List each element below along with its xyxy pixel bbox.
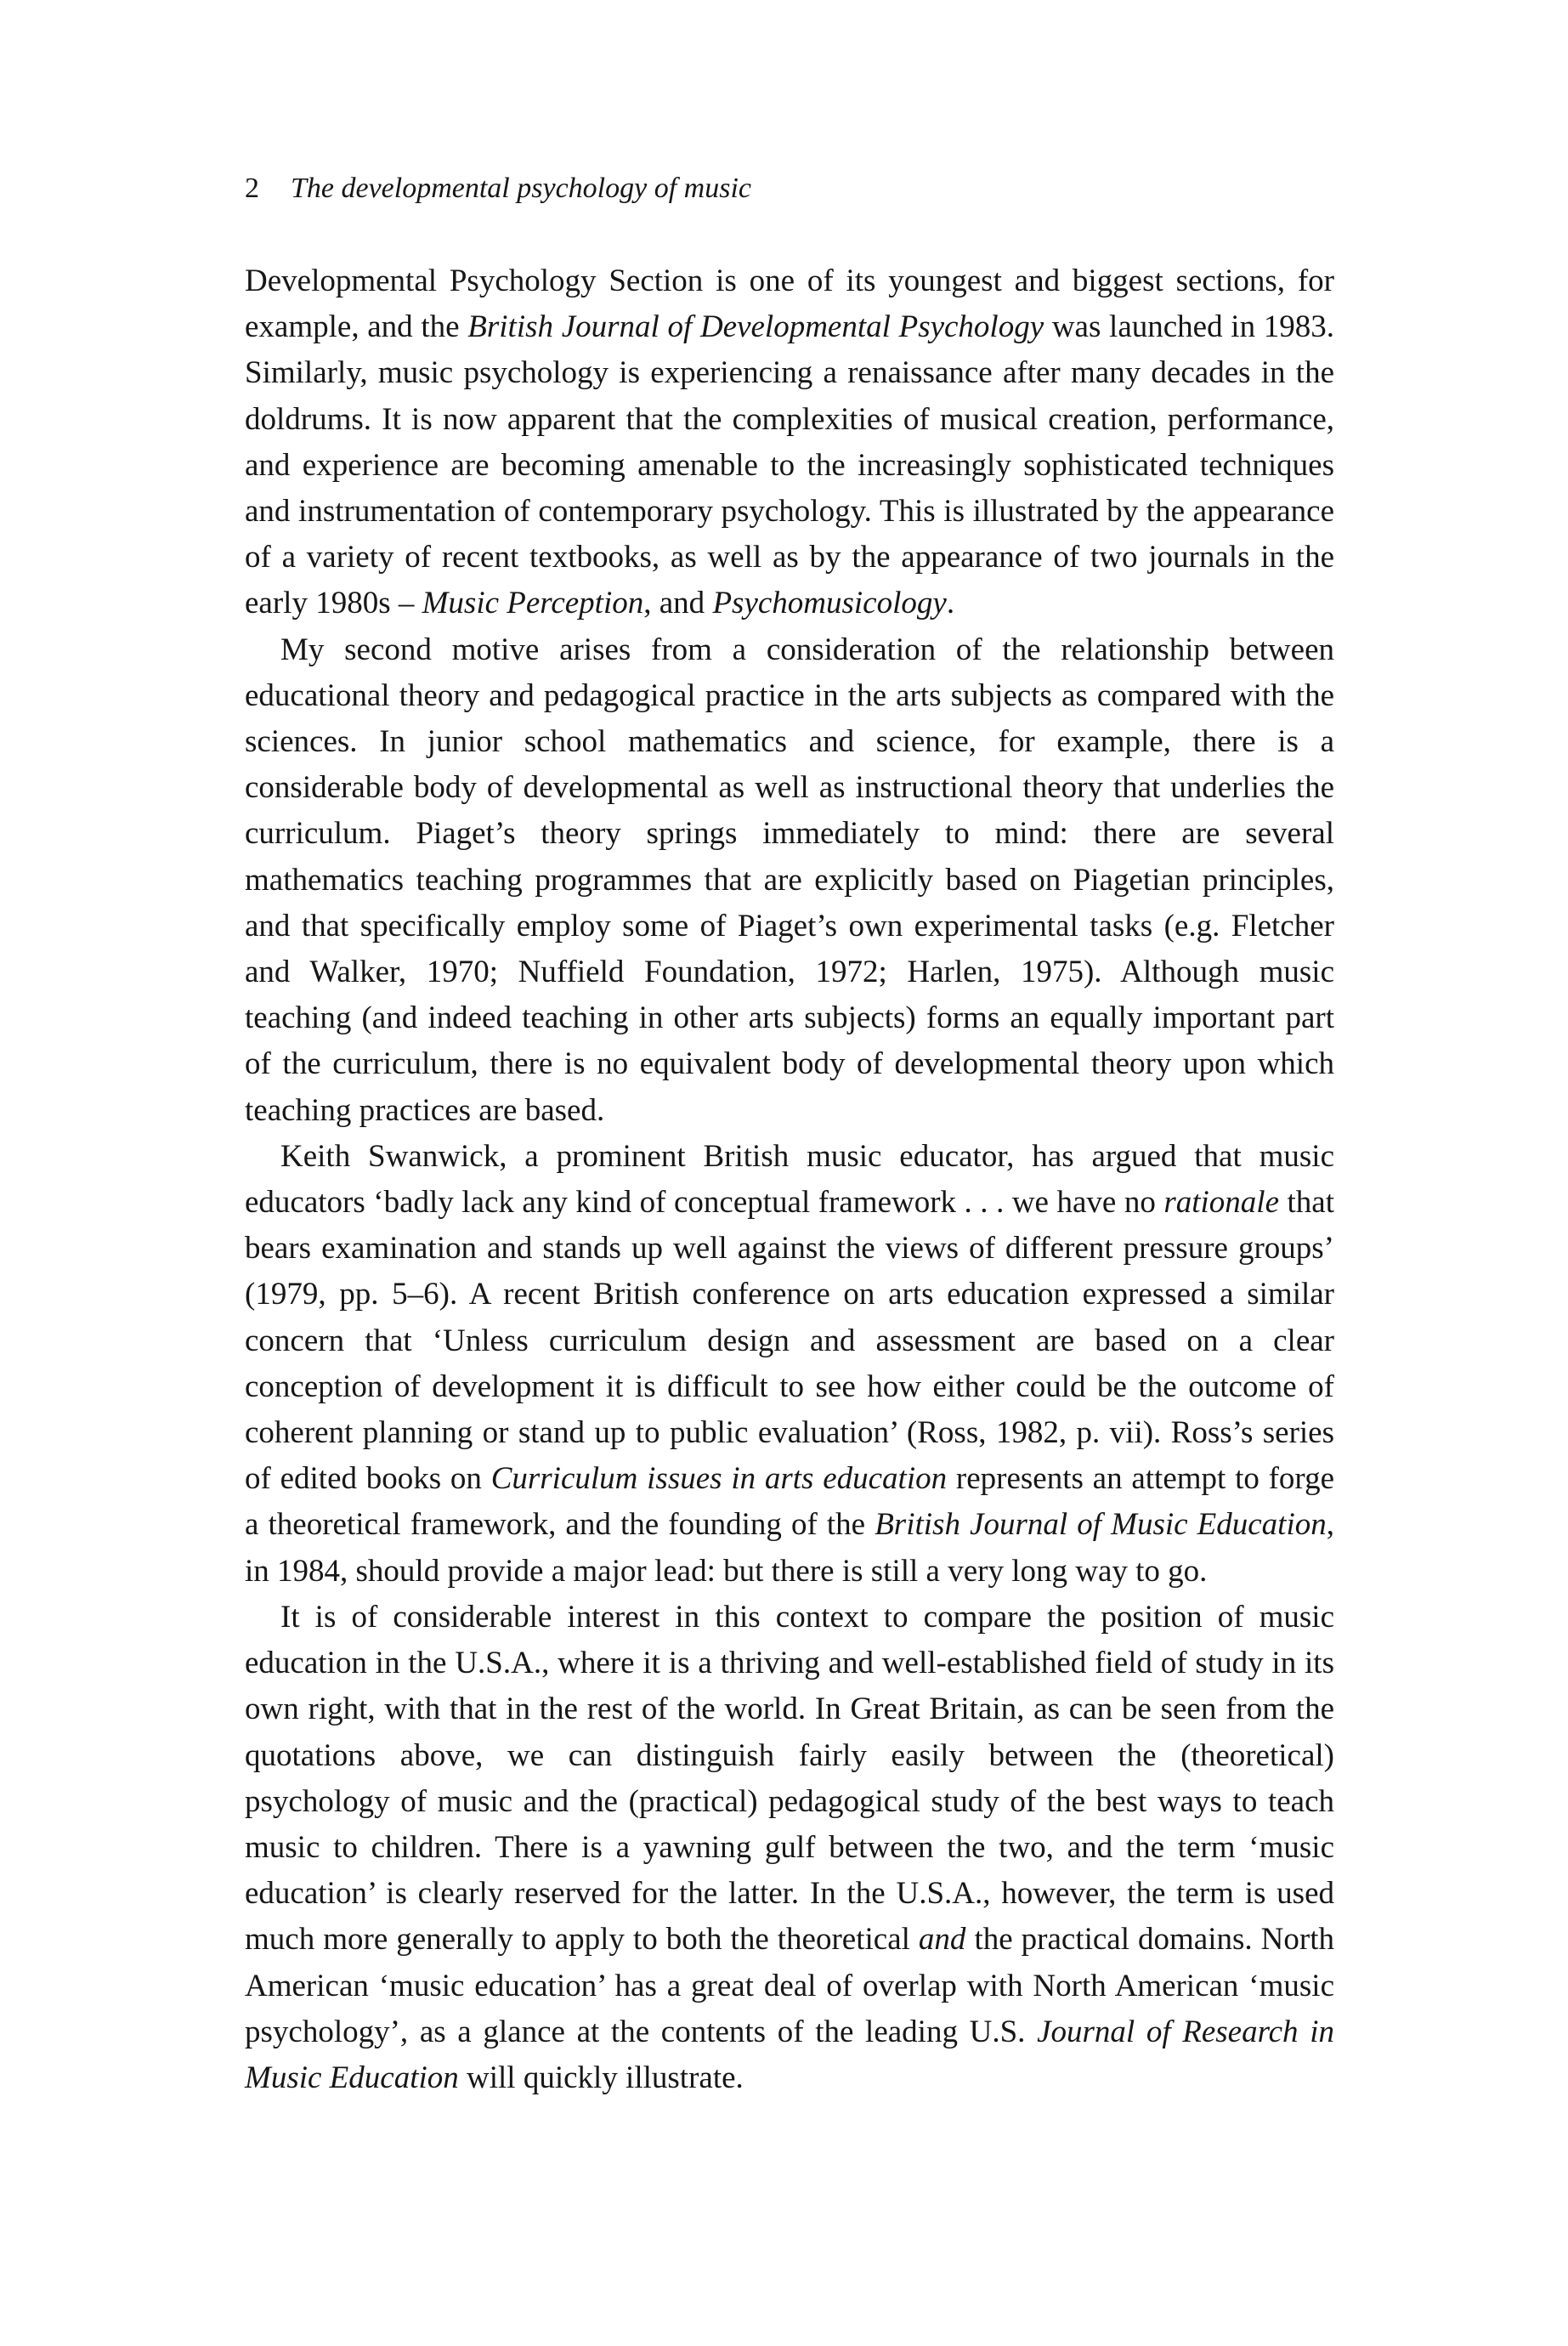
- text-run: was launched in 1983. Similarly, music psychology is experiencing a renaissance after many decades in the doldrums. It is now apparent that the complexities of musical creation, performance, and experience are becoming amenable to the increasingly sophisticated techniques and instrumentation of contemporary psychology. This is illustrated by the appearance of a variety of recent textbooks, as well as by the appearance of two journals in the early 1980s –: [245, 309, 1334, 621]
- italic-title: Psychomusicology: [712, 586, 947, 621]
- italic-title: rationale: [1163, 1185, 1280, 1221]
- text-run: represents an attempt to forge a theoretical framework, and the founding of the: [245, 1461, 1335, 1543]
- text-run: , in 1984, should provide a major lead: but there is still a very long way to go.: [245, 1507, 1334, 1589]
- italic-title: Curriculum issues in arts education: [490, 1461, 948, 1497]
- paragraph: [245, 258, 1334, 627]
- italic-title: Music Perception: [422, 586, 644, 621]
- running-head-title: The developmental psychology of music: [291, 173, 751, 204]
- text-run: My second motive arises from a consideration of the relationship between educational theory and pedagogical practice in the arts subjects as compared with the sciences. In junior school mathematics and science, for example, there is a considerable body of developmental as well as instructional theory that underlies the curriculum. Piaget’s theory springs immediately to mind: there are several mathematics teaching programmes that are explicitly based on Piagetian principles, and that specifically employ some of Piaget’s own experimental tasks (e.g. Fletcher and Walker, 1970; Nuffield Foundation, 1972; Harlen, 1975). Although music teaching (and indeed teaching in other arts subjects) forms an equally important part of the curriculum, there is no equivalent body of developmental theory upon which teaching practices are based.: [245, 632, 1334, 1128]
- paragraph: [245, 1595, 1334, 2101]
- body-text: [245, 258, 1334, 2101]
- text-run: the practical domains. North American ‘music education’ has a great deal of overlap with North American ‘music psychology’, as a glance at the contents of the leading U.S.: [245, 1922, 1334, 2049]
- italic-title: Journal of Research in Music Education: [245, 2014, 1334, 2095]
- text-run: Keith Swanwick, a prominent British music educator, has argued that music educators ‘badly lack any kind of conceptual framework . . . we have no: [245, 1138, 1334, 1221]
- text-run: Developmental Psychology Section is one of its youngest and biggest sections, for example, and the: [245, 264, 1334, 345]
- italic-title: and: [918, 1922, 966, 1958]
- text-run: will quickly illustrate.: [458, 2060, 744, 2095]
- book-page: [245, 170, 1334, 2101]
- text-run: It is of considerable interest in this context to compare the position of music education in the U.S.A., where it is a thriving and well-established field of study in its own right, with that in the rest of the world. In Great Britain, as can be seen from the quotations above, we can distinguish fairly easily between the (theoretical) psychology of music and the (practical) pedagogical study of the best ways to teach music to children. There is a yawning gulf between the two, and the term ‘music education’ is clearly reserved for the latter. In the U.S.A., however, the term is used much more generally to apply to both the theoretical: [245, 1599, 1334, 1958]
- text-run: that bears examination and stands up well against the views of different pressure groups’ (1979, pp. 5–6). A recent British conference on arts education expressed a similar concern that ‘Unless curriculum design and assessment are based on a clear conception of development it is difficult to see how either could be the outcome of coherent planning or stand up to public evaluation’ (Ross, 1982, p. vii). Ross’s series of edited books on: [245, 1185, 1335, 1497]
- text-run: , and: [643, 586, 713, 621]
- paragraph: [245, 1134, 1334, 1595]
- italic-title: British Journal of Developmental Psychology: [467, 309, 1044, 345]
- text-run: .: [946, 586, 955, 621]
- italic-title: British Journal of Music Education: [875, 1507, 1327, 1543]
- page-number: 2: [245, 173, 259, 204]
- paragraph: [245, 627, 1334, 1134]
- running-head: [245, 170, 1334, 207]
